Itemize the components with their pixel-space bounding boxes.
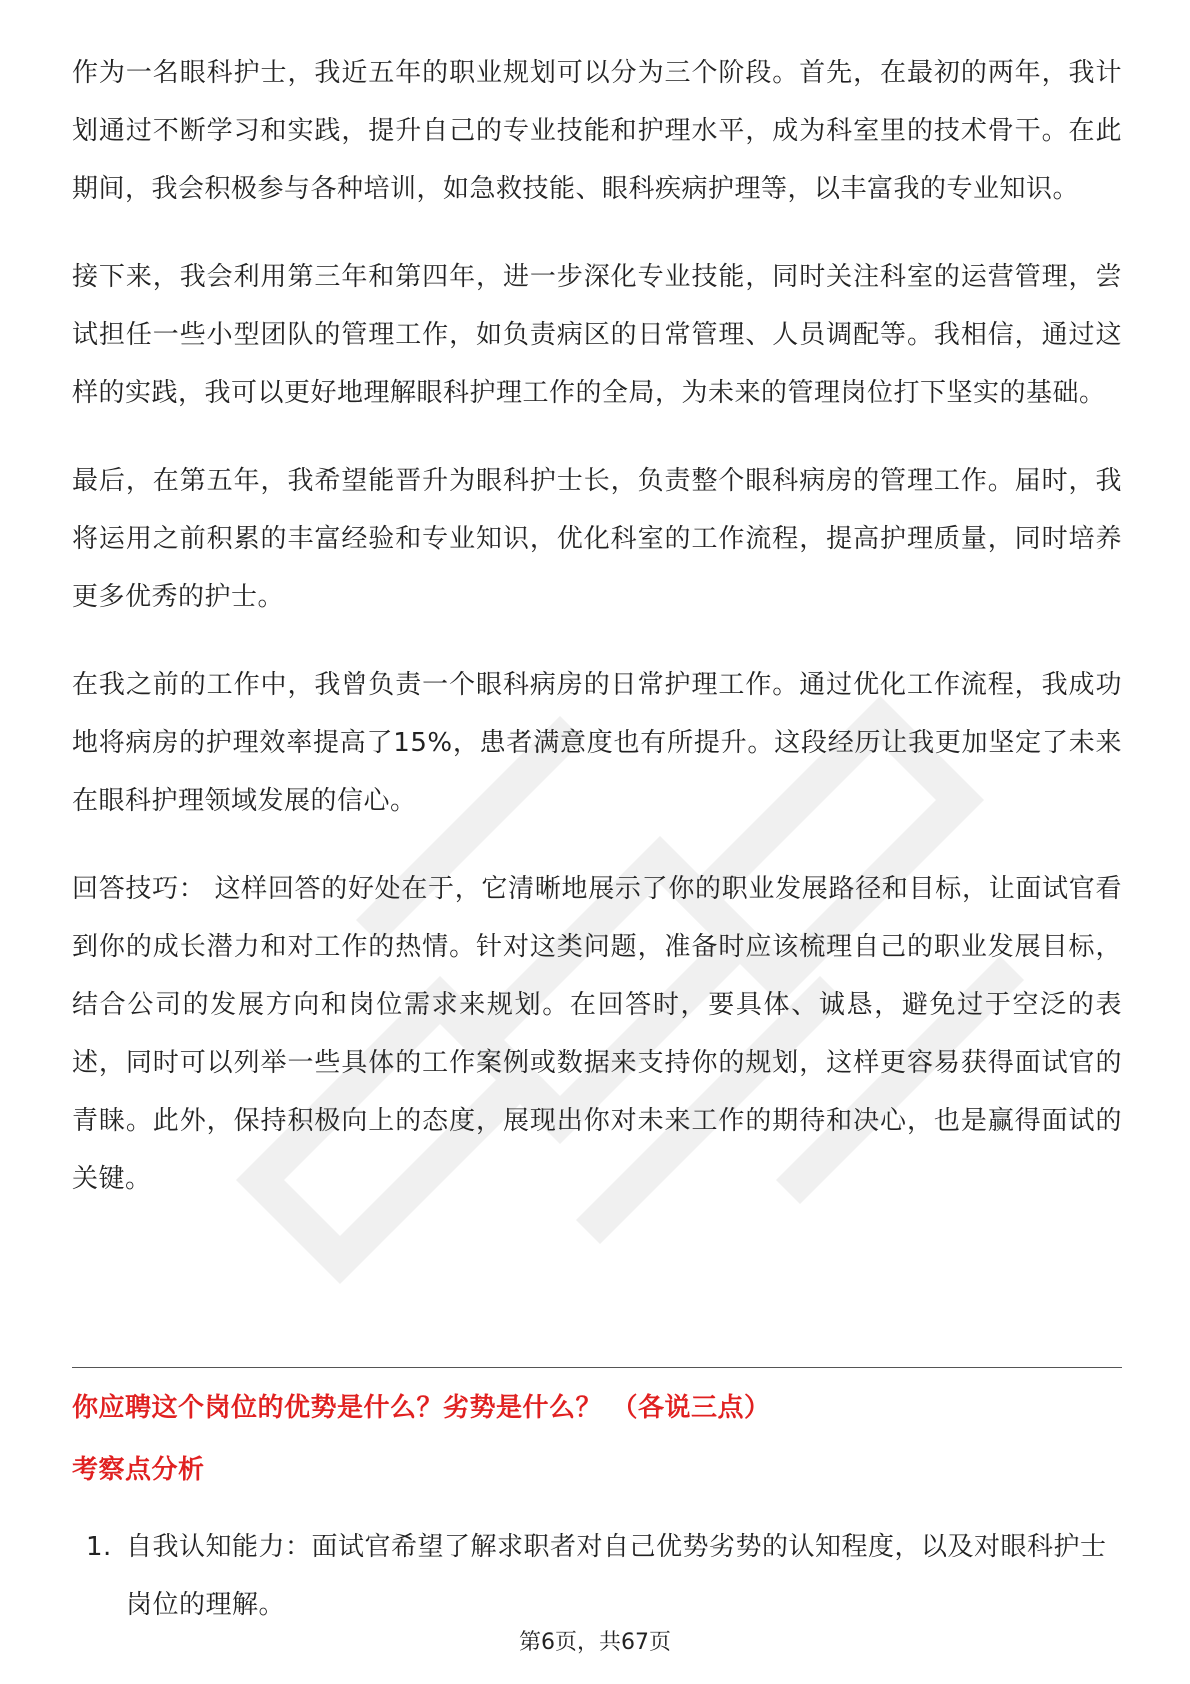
paragraph-career-plan-intro: 作为一名眼科护士，我近五年的职业规划可以分为三个阶段。首先，在最初的两年，我计划通过不断学习和实践，提升自己的专业技能和护理水平，成为科室里的技术骨干。在此期间，我会积极参与各种培训，如急救技能、眼科疾病护理等，以丰富我的专业知识。	[72, 58, 1122, 204]
list-item-text: 自我认知能力：面试官希望了解求职者对自己优势劣势的认知程度，以及对眼科护士岗位的理解。	[126, 1532, 1107, 1620]
question-heading: 你应聘这个岗位的优势是什么？劣势是什么？ （各说三点）	[72, 1393, 771, 1423]
paragraph-career-plan-final: 最后，在第五年，我希望能晋升为眼科护士长，负责整个眼科病房的管理工作。届时，我将运用之前积累的丰富经验和专业知识，优化科室的工作流程，提高护理质量，同时培养更多优秀的护士。	[72, 466, 1122, 612]
analysis-list	[72, 1518, 1122, 1634]
paragraph-answer-tips: 回答技巧： 这样回答的好处在于，它清晰地展示了你的职业发展路径和目标，让面试官看到你的成长潜力和对工作的热情。针对这类问题，准备时应该梳理自己的职业发展目标，结合公司的发展方向和岗位需求来规划。在回答时，要具体、诚恳，避免过于空泛的表述，同时可以列举一些具体的工作案例或数据来支持你的规划，这样更容易获得面试官的青睐。此外，保持积极向上的态度，展现出你对未来工作的期待和决心，也是赢得面试的关键。	[72, 874, 1122, 1194]
analysis-subheading: 考察点分析	[72, 1455, 205, 1485]
section-divider	[72, 1367, 1122, 1368]
list-item	[72, 1518, 1122, 1634]
paragraph-career-plan-mid: 接下来，我会利用第三年和第四年，进一步深化专业技能，同时关注科室的运营管理，尝试担任一些小型团队的管理工作，如负责病区的日常管理、人员调配等。我相信，通过这样的实践，我可以更好地理解眼科护理工作的全局，为未来的管理岗位打下坚实的基础。	[72, 262, 1122, 408]
paragraph-past-experience: 在我之前的工作中，我曾负责一个眼科病房的日常护理工作。通过优化工作流程，我成功地将病房的护理效率提高了15%，患者满意度也有所提升。这段经历让我更加坚定了未来在眼科护理领域发展的信心。	[72, 670, 1122, 816]
main-content	[72, 44, 1122, 1238]
page-number: 第6页，共67页	[519, 1630, 671, 1655]
list-item-number: 1.	[86, 1532, 112, 1562]
